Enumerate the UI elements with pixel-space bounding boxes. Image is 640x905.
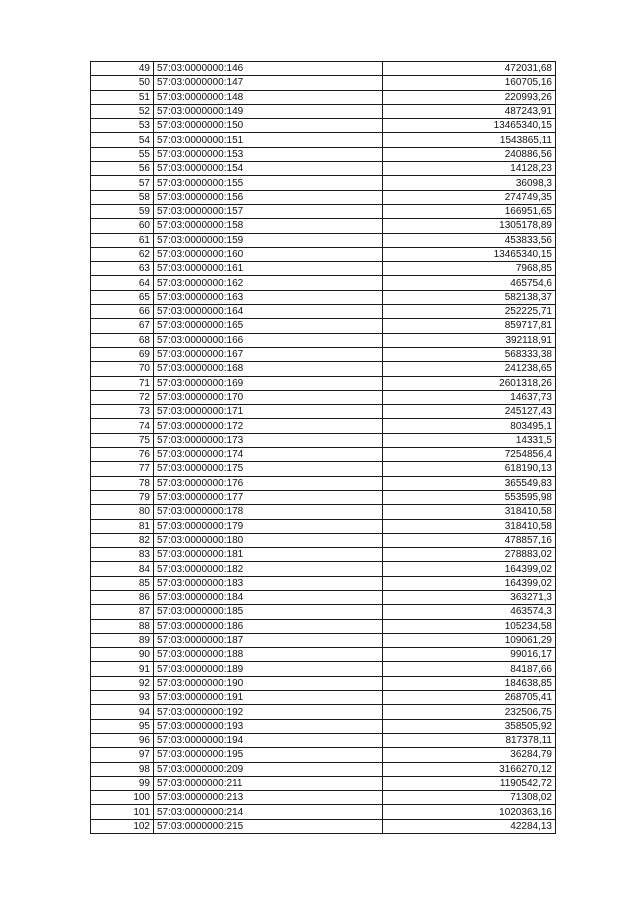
table-row bbox=[91, 290, 556, 304]
table-row bbox=[91, 819, 556, 833]
value-cell: 2601318,26 bbox=[383, 376, 556, 390]
table-row bbox=[91, 462, 556, 476]
cadastral-number-cell: 57:03:0000000:178 bbox=[154, 505, 383, 519]
row-number-cell: 88 bbox=[91, 619, 154, 633]
value-cell: 240886,56 bbox=[383, 147, 556, 161]
cadastral-number-cell: 57:03:0000000:164 bbox=[154, 305, 383, 319]
row-number-cell: 75 bbox=[91, 433, 154, 447]
cadastral-number-cell: 57:03:0000000:169 bbox=[154, 376, 383, 390]
row-number-cell: 71 bbox=[91, 376, 154, 390]
value-cell: 553595,98 bbox=[383, 490, 556, 504]
row-number-cell: 54 bbox=[91, 133, 154, 147]
cadastral-number-cell: 57:03:0000000:163 bbox=[154, 290, 383, 304]
row-number-cell: 82 bbox=[91, 533, 154, 547]
table-row bbox=[91, 347, 556, 361]
cadastral-number-cell: 57:03:0000000:170 bbox=[154, 390, 383, 404]
cadastral-number-cell: 57:03:0000000:148 bbox=[154, 90, 383, 104]
row-number-cell: 68 bbox=[91, 333, 154, 347]
table-row bbox=[91, 133, 556, 147]
value-cell: 166951,65 bbox=[383, 204, 556, 218]
value-cell: 274749,35 bbox=[383, 190, 556, 204]
cadastral-number-cell: 57:03:0000000:194 bbox=[154, 733, 383, 747]
table-row bbox=[91, 204, 556, 218]
table-row bbox=[91, 104, 556, 118]
table-row bbox=[91, 533, 556, 547]
value-cell: 1020363,16 bbox=[383, 805, 556, 819]
row-number-cell: 85 bbox=[91, 576, 154, 590]
cadastral-number-cell: 57:03:0000000:149 bbox=[154, 104, 383, 118]
cadastral-number-cell: 57:03:0000000:188 bbox=[154, 648, 383, 662]
row-number-cell: 77 bbox=[91, 462, 154, 476]
cadastral-number-cell: 57:03:0000000:186 bbox=[154, 619, 383, 633]
cadastral-number-cell: 57:03:0000000:213 bbox=[154, 791, 383, 805]
value-cell: 164399,02 bbox=[383, 576, 556, 590]
cadastral-number-cell: 57:03:0000000:171 bbox=[154, 405, 383, 419]
cadastral-number-cell: 57:03:0000000:179 bbox=[154, 519, 383, 533]
row-number-cell: 99 bbox=[91, 776, 154, 790]
table-row bbox=[91, 233, 556, 247]
cadastral-number-cell: 57:03:0000000:185 bbox=[154, 605, 383, 619]
table-row bbox=[91, 390, 556, 404]
cadastral-number-cell: 57:03:0000000:214 bbox=[154, 805, 383, 819]
table-row bbox=[91, 247, 556, 261]
table-row bbox=[91, 76, 556, 90]
value-cell: 318410,58 bbox=[383, 505, 556, 519]
table-row bbox=[91, 305, 556, 319]
value-cell: 109061,29 bbox=[383, 633, 556, 647]
cadastral-number-cell: 57:03:0000000:150 bbox=[154, 119, 383, 133]
row-number-cell: 64 bbox=[91, 276, 154, 290]
value-cell: 36284,79 bbox=[383, 748, 556, 762]
table-row bbox=[91, 705, 556, 719]
table-row bbox=[91, 433, 556, 447]
cadastral-number-cell: 57:03:0000000:153 bbox=[154, 147, 383, 161]
table-body bbox=[91, 62, 556, 834]
value-cell: 14128,23 bbox=[383, 162, 556, 176]
table-row bbox=[91, 448, 556, 462]
cadastral-value-table bbox=[90, 61, 556, 834]
row-number-cell: 63 bbox=[91, 262, 154, 276]
value-cell: 13465340,15 bbox=[383, 247, 556, 261]
table-row bbox=[91, 776, 556, 790]
row-number-cell: 81 bbox=[91, 519, 154, 533]
cadastral-number-cell: 57:03:0000000:160 bbox=[154, 247, 383, 261]
table-row bbox=[91, 419, 556, 433]
row-number-cell: 78 bbox=[91, 476, 154, 490]
cadastral-number-cell: 57:03:0000000:155 bbox=[154, 176, 383, 190]
cadastral-number-cell: 57:03:0000000:211 bbox=[154, 776, 383, 790]
value-cell: 268705,41 bbox=[383, 691, 556, 705]
table-row bbox=[91, 262, 556, 276]
cadastral-number-cell: 57:03:0000000:167 bbox=[154, 347, 383, 361]
row-number-cell: 86 bbox=[91, 590, 154, 604]
table-row bbox=[91, 548, 556, 562]
cadastral-number-cell: 57:03:0000000:215 bbox=[154, 819, 383, 833]
value-cell: 463574,3 bbox=[383, 605, 556, 619]
table-row bbox=[91, 676, 556, 690]
value-cell: 42284,13 bbox=[383, 819, 556, 833]
table-row bbox=[91, 733, 556, 747]
value-cell: 1305178,89 bbox=[383, 219, 556, 233]
cadastral-number-cell: 57:03:0000000:158 bbox=[154, 219, 383, 233]
cadastral-number-cell: 57:03:0000000:146 bbox=[154, 62, 383, 76]
table-row bbox=[91, 762, 556, 776]
value-cell: 232506,75 bbox=[383, 705, 556, 719]
cadastral-number-cell: 57:03:0000000:159 bbox=[154, 233, 383, 247]
row-number-cell: 72 bbox=[91, 390, 154, 404]
cadastral-number-cell: 57:03:0000000:180 bbox=[154, 533, 383, 547]
cadastral-number-cell: 57:03:0000000:173 bbox=[154, 433, 383, 447]
cadastral-number-cell: 57:03:0000000:161 bbox=[154, 262, 383, 276]
value-cell: 472031,68 bbox=[383, 62, 556, 76]
value-cell: 859717,81 bbox=[383, 319, 556, 333]
table-row bbox=[91, 719, 556, 733]
value-cell: 160705,16 bbox=[383, 76, 556, 90]
value-cell: 7254856,4 bbox=[383, 448, 556, 462]
table-row bbox=[91, 119, 556, 133]
row-number-cell: 76 bbox=[91, 448, 154, 462]
cadastral-number-cell: 57:03:0000000:156 bbox=[154, 190, 383, 204]
cadastral-number-cell: 57:03:0000000:191 bbox=[154, 691, 383, 705]
value-cell: 1190542,72 bbox=[383, 776, 556, 790]
value-cell: 365549,83 bbox=[383, 476, 556, 490]
table-row bbox=[91, 62, 556, 76]
row-number-cell: 102 bbox=[91, 819, 154, 833]
value-cell: 363271,3 bbox=[383, 590, 556, 604]
table-row bbox=[91, 405, 556, 419]
row-number-cell: 70 bbox=[91, 362, 154, 376]
cadastral-number-cell: 57:03:0000000:168 bbox=[154, 362, 383, 376]
cadastral-number-cell: 57:03:0000000:166 bbox=[154, 333, 383, 347]
cadastral-number-cell: 57:03:0000000:174 bbox=[154, 448, 383, 462]
value-cell: 99016,17 bbox=[383, 648, 556, 662]
value-cell: 7968,85 bbox=[383, 262, 556, 276]
row-number-cell: 52 bbox=[91, 104, 154, 118]
table-row bbox=[91, 276, 556, 290]
table-row bbox=[91, 648, 556, 662]
value-cell: 105234,58 bbox=[383, 619, 556, 633]
row-number-cell: 61 bbox=[91, 233, 154, 247]
value-cell: 252225,71 bbox=[383, 305, 556, 319]
table-row bbox=[91, 633, 556, 647]
table-row bbox=[91, 791, 556, 805]
value-cell: 817378,11 bbox=[383, 733, 556, 747]
cadastral-number-cell: 57:03:0000000:176 bbox=[154, 476, 383, 490]
table-row bbox=[91, 190, 556, 204]
row-number-cell: 79 bbox=[91, 490, 154, 504]
cadastral-number-cell: 57:03:0000000:175 bbox=[154, 462, 383, 476]
table-row bbox=[91, 505, 556, 519]
table-row bbox=[91, 362, 556, 376]
table-row bbox=[91, 476, 556, 490]
value-cell: 14637,73 bbox=[383, 390, 556, 404]
value-cell: 245127,43 bbox=[383, 405, 556, 419]
row-number-cell: 73 bbox=[91, 405, 154, 419]
table-row bbox=[91, 562, 556, 576]
row-number-cell: 91 bbox=[91, 662, 154, 676]
table-row bbox=[91, 748, 556, 762]
row-number-cell: 94 bbox=[91, 705, 154, 719]
cadastral-number-cell: 57:03:0000000:195 bbox=[154, 748, 383, 762]
table-row bbox=[91, 619, 556, 633]
table-row bbox=[91, 519, 556, 533]
table-row bbox=[91, 490, 556, 504]
cadastral-number-cell: 57:03:0000000:190 bbox=[154, 676, 383, 690]
value-cell: 358505,92 bbox=[383, 719, 556, 733]
row-number-cell: 83 bbox=[91, 548, 154, 562]
cadastral-number-cell: 57:03:0000000:172 bbox=[154, 419, 383, 433]
row-number-cell: 69 bbox=[91, 347, 154, 361]
row-number-cell: 62 bbox=[91, 247, 154, 261]
row-number-cell: 66 bbox=[91, 305, 154, 319]
row-number-cell: 95 bbox=[91, 719, 154, 733]
table-row bbox=[91, 176, 556, 190]
table-row bbox=[91, 662, 556, 676]
table-row bbox=[91, 319, 556, 333]
value-cell: 71308,02 bbox=[383, 791, 556, 805]
row-number-cell: 51 bbox=[91, 90, 154, 104]
table-row bbox=[91, 333, 556, 347]
cadastral-number-cell: 57:03:0000000:165 bbox=[154, 319, 383, 333]
cadastral-number-cell: 57:03:0000000:162 bbox=[154, 276, 383, 290]
row-number-cell: 90 bbox=[91, 648, 154, 662]
cadastral-number-cell: 57:03:0000000:209 bbox=[154, 762, 383, 776]
cadastral-number-cell: 57:03:0000000:193 bbox=[154, 719, 383, 733]
table-row bbox=[91, 691, 556, 705]
value-cell: 582138,37 bbox=[383, 290, 556, 304]
row-number-cell: 80 bbox=[91, 505, 154, 519]
cadastral-number-cell: 57:03:0000000:184 bbox=[154, 590, 383, 604]
row-number-cell: 97 bbox=[91, 748, 154, 762]
cadastral-number-cell: 57:03:0000000:177 bbox=[154, 490, 383, 504]
table-row bbox=[91, 576, 556, 590]
cadastral-number-cell: 57:03:0000000:181 bbox=[154, 548, 383, 562]
value-cell: 318410,58 bbox=[383, 519, 556, 533]
table-row bbox=[91, 219, 556, 233]
value-cell: 487243,91 bbox=[383, 104, 556, 118]
row-number-cell: 93 bbox=[91, 691, 154, 705]
row-number-cell: 100 bbox=[91, 791, 154, 805]
value-cell: 13465340,15 bbox=[383, 119, 556, 133]
row-number-cell: 65 bbox=[91, 290, 154, 304]
row-number-cell: 50 bbox=[91, 76, 154, 90]
cadastral-number-cell: 57:03:0000000:192 bbox=[154, 705, 383, 719]
value-cell: 392118,91 bbox=[383, 333, 556, 347]
table-row bbox=[91, 147, 556, 161]
value-cell: 278883,02 bbox=[383, 548, 556, 562]
row-number-cell: 57 bbox=[91, 176, 154, 190]
value-cell: 36098,3 bbox=[383, 176, 556, 190]
row-number-cell: 74 bbox=[91, 419, 154, 433]
cadastral-number-cell: 57:03:0000000:147 bbox=[154, 76, 383, 90]
cadastral-number-cell: 57:03:0000000:157 bbox=[154, 204, 383, 218]
value-cell: 14331,5 bbox=[383, 433, 556, 447]
value-cell: 1543865,11 bbox=[383, 133, 556, 147]
value-cell: 84187,66 bbox=[383, 662, 556, 676]
row-number-cell: 89 bbox=[91, 633, 154, 647]
row-number-cell: 59 bbox=[91, 204, 154, 218]
value-cell: 465754,6 bbox=[383, 276, 556, 290]
table-row bbox=[91, 90, 556, 104]
cadastral-number-cell: 57:03:0000000:187 bbox=[154, 633, 383, 647]
row-number-cell: 53 bbox=[91, 119, 154, 133]
cadastral-number-cell: 57:03:0000000:182 bbox=[154, 562, 383, 576]
table-row bbox=[91, 590, 556, 604]
row-number-cell: 49 bbox=[91, 62, 154, 76]
value-cell: 568333,38 bbox=[383, 347, 556, 361]
row-number-cell: 67 bbox=[91, 319, 154, 333]
table-row bbox=[91, 805, 556, 819]
value-cell: 220993,26 bbox=[383, 90, 556, 104]
value-cell: 241238,65 bbox=[383, 362, 556, 376]
table-row bbox=[91, 376, 556, 390]
value-cell: 618190,13 bbox=[383, 462, 556, 476]
value-cell: 164399,02 bbox=[383, 562, 556, 576]
cadastral-number-cell: 57:03:0000000:151 bbox=[154, 133, 383, 147]
value-cell: 803495,1 bbox=[383, 419, 556, 433]
row-number-cell: 56 bbox=[91, 162, 154, 176]
value-cell: 453833,56 bbox=[383, 233, 556, 247]
row-number-cell: 87 bbox=[91, 605, 154, 619]
row-number-cell: 60 bbox=[91, 219, 154, 233]
row-number-cell: 101 bbox=[91, 805, 154, 819]
table-row bbox=[91, 162, 556, 176]
table-row bbox=[91, 605, 556, 619]
row-number-cell: 98 bbox=[91, 762, 154, 776]
cadastral-number-cell: 57:03:0000000:154 bbox=[154, 162, 383, 176]
value-cell: 184638,85 bbox=[383, 676, 556, 690]
value-cell: 478857,16 bbox=[383, 533, 556, 547]
cadastral-number-cell: 57:03:0000000:183 bbox=[154, 576, 383, 590]
row-number-cell: 92 bbox=[91, 676, 154, 690]
row-number-cell: 55 bbox=[91, 147, 154, 161]
value-cell: 3166270,12 bbox=[383, 762, 556, 776]
cadastral-number-cell: 57:03:0000000:189 bbox=[154, 662, 383, 676]
row-number-cell: 84 bbox=[91, 562, 154, 576]
row-number-cell: 96 bbox=[91, 733, 154, 747]
row-number-cell: 58 bbox=[91, 190, 154, 204]
